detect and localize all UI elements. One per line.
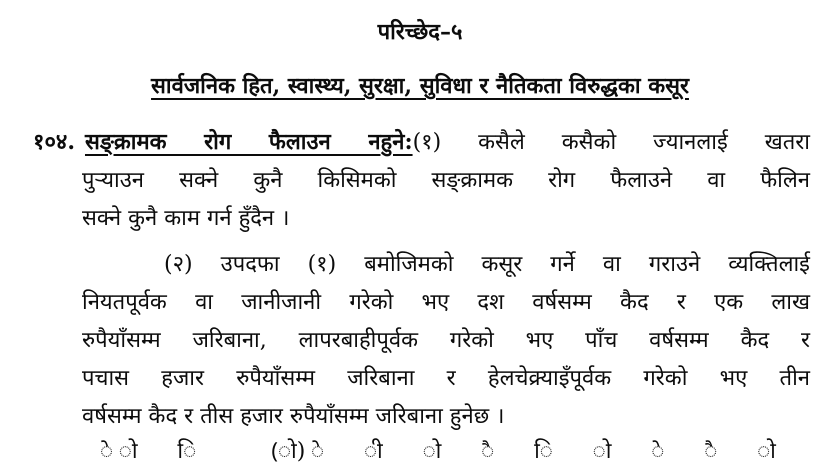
chapter-heading	[20, 0, 820, 51]
clause-2-line-5: वर्षसम्म कैद र तीस हजार रुपैयाँसम्म जरिबाना हुनेछ ।	[82, 404, 505, 429]
clause-2-line-4: पचास हजार रुपैयाँसम्म जरिबाना र हेलचेक्र्याइँपूर्वक गरेको भए तीन	[82, 366, 810, 391]
previous-line-fragment	[0, 0, 26, 7]
chapter-subheading-text: सार्वजनिक हित, स्वास्थ्य, सुरक्षा, सुविधा र नैतिकता विरुद्धका कसूर	[151, 73, 689, 99]
next-line-cutoff-fragment	[100, 433, 810, 464]
section-title: सङ्क्रामक रोग फैलाउन नहुने:	[84, 129, 413, 155]
chapter-heading-text: परिच्छेद–५	[377, 19, 463, 45]
chapter-subheading	[20, 67, 820, 105]
clause-1-line-1: (१) कसैले कसैको ज्यानलाई खतरा	[412, 130, 810, 155]
fragment-glyph	[0, 0, 26, 8]
clause-2-line-2: नियतपूर्वक वा जानीजानी गरेको भए दश वर्षसम्म कैद र एक लाख	[82, 290, 810, 315]
clause-1-line-3: सक्ने कुनै काम गर्न हुँदैन ।	[82, 206, 290, 231]
clause-2-line-1: (२) उपदफा (१) बमोजिमको कसूर गर्ने वा गराउने व्यक्तिलाई	[164, 252, 810, 277]
section-104-line-1	[33, 123, 810, 162]
clause-2-line-3: रुपैयाँसम्म जरिबाना, लापरबाहीपूर्वक गरेको भए पाँच वर्षसम्म कैद र	[82, 328, 810, 353]
section-number: १०४.	[33, 129, 75, 155]
fragment-glyphs: े ो ि (ो) े ी ो ै ि ो े ै ो	[100, 439, 810, 464]
clause-1-line-2: पुऱ्याउन सक्ने कुनै किसिमको सङ्क्रामक रोग फैलाउने वा फैलिन	[82, 168, 810, 193]
